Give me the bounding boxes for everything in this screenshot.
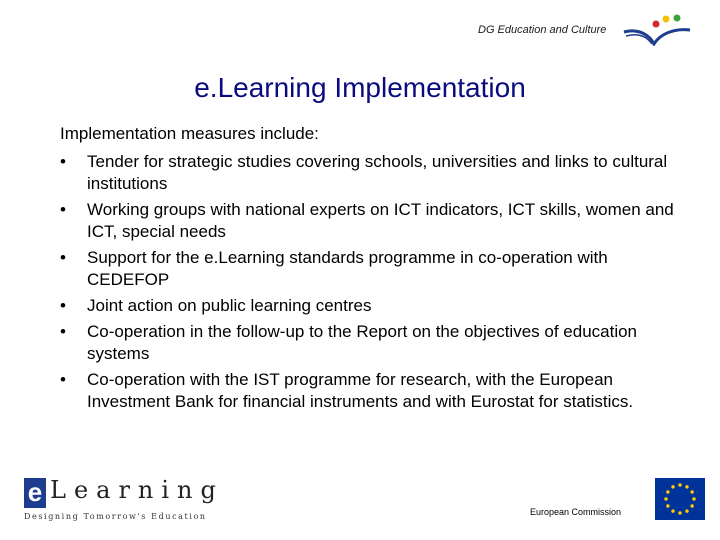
bullet-icon: •: [60, 296, 66, 315]
eu-star-icon: [671, 509, 674, 512]
eu-star-icon: [666, 490, 669, 493]
eu-star-icon: [690, 490, 693, 493]
eu-star-icon: [685, 485, 688, 488]
list-item: [60, 247, 680, 291]
list-item-text: Joint action on public learning centres: [87, 296, 372, 315]
bullet-icon: •: [60, 322, 66, 341]
intro-text: Implementation measures include:: [60, 124, 319, 143]
list-item-text: Support for the e.Learning standards programme in co-operation with CEDEFOP: [87, 248, 608, 289]
elearning-logo-tagline: Designing Tomorrow's Education: [24, 512, 207, 521]
eu-star-icon: [664, 497, 667, 500]
eu-star-icon: [690, 504, 693, 507]
dg-education-culture-logo-icon: [622, 10, 692, 46]
european-commission-label: European Commission: [530, 507, 622, 517]
header-dg-label: DG Education and Culture: [478, 24, 607, 36]
eu-star-icon: [678, 511, 681, 514]
eu-star-icon: [666, 504, 669, 507]
eu-star-icon: [678, 483, 681, 486]
list-item: [60, 295, 680, 317]
list-item: [60, 151, 680, 195]
eu-star-icon: [671, 485, 674, 488]
eu-flag-icon: [655, 478, 705, 520]
list-item-text: Co-operation with the IST programme for research, with the European Investment Bank for financial instruments and with Eurostat for statistics.: [87, 370, 634, 411]
bullet-icon: •: [60, 370, 66, 389]
bullet-icon: •: [60, 248, 66, 267]
eu-star-icon: [685, 509, 688, 512]
list-item: [60, 369, 680, 413]
eu-star-icon: [692, 497, 695, 500]
list-item-text: Co-operation in the follow-up to the Report on the objectives of education systems: [87, 322, 638, 363]
measures-list: [60, 151, 680, 417]
list-item: [60, 321, 680, 365]
page-title: e.Learning Implementation: [194, 72, 526, 103]
bullet-icon: •: [60, 200, 66, 219]
list-item-text: Tender for strategic studies covering schools, universities and links to cultural institutions: [87, 152, 668, 193]
list-item: [60, 199, 680, 243]
elearning-logo-mark: e: [24, 478, 46, 508]
list-item-text: Working groups with national experts on ICT indicators, ICT skills, women and ICT, special needs: [87, 200, 674, 241]
bullet-icon: •: [60, 152, 66, 171]
elearning-logo-word: Learning: [50, 476, 224, 504]
